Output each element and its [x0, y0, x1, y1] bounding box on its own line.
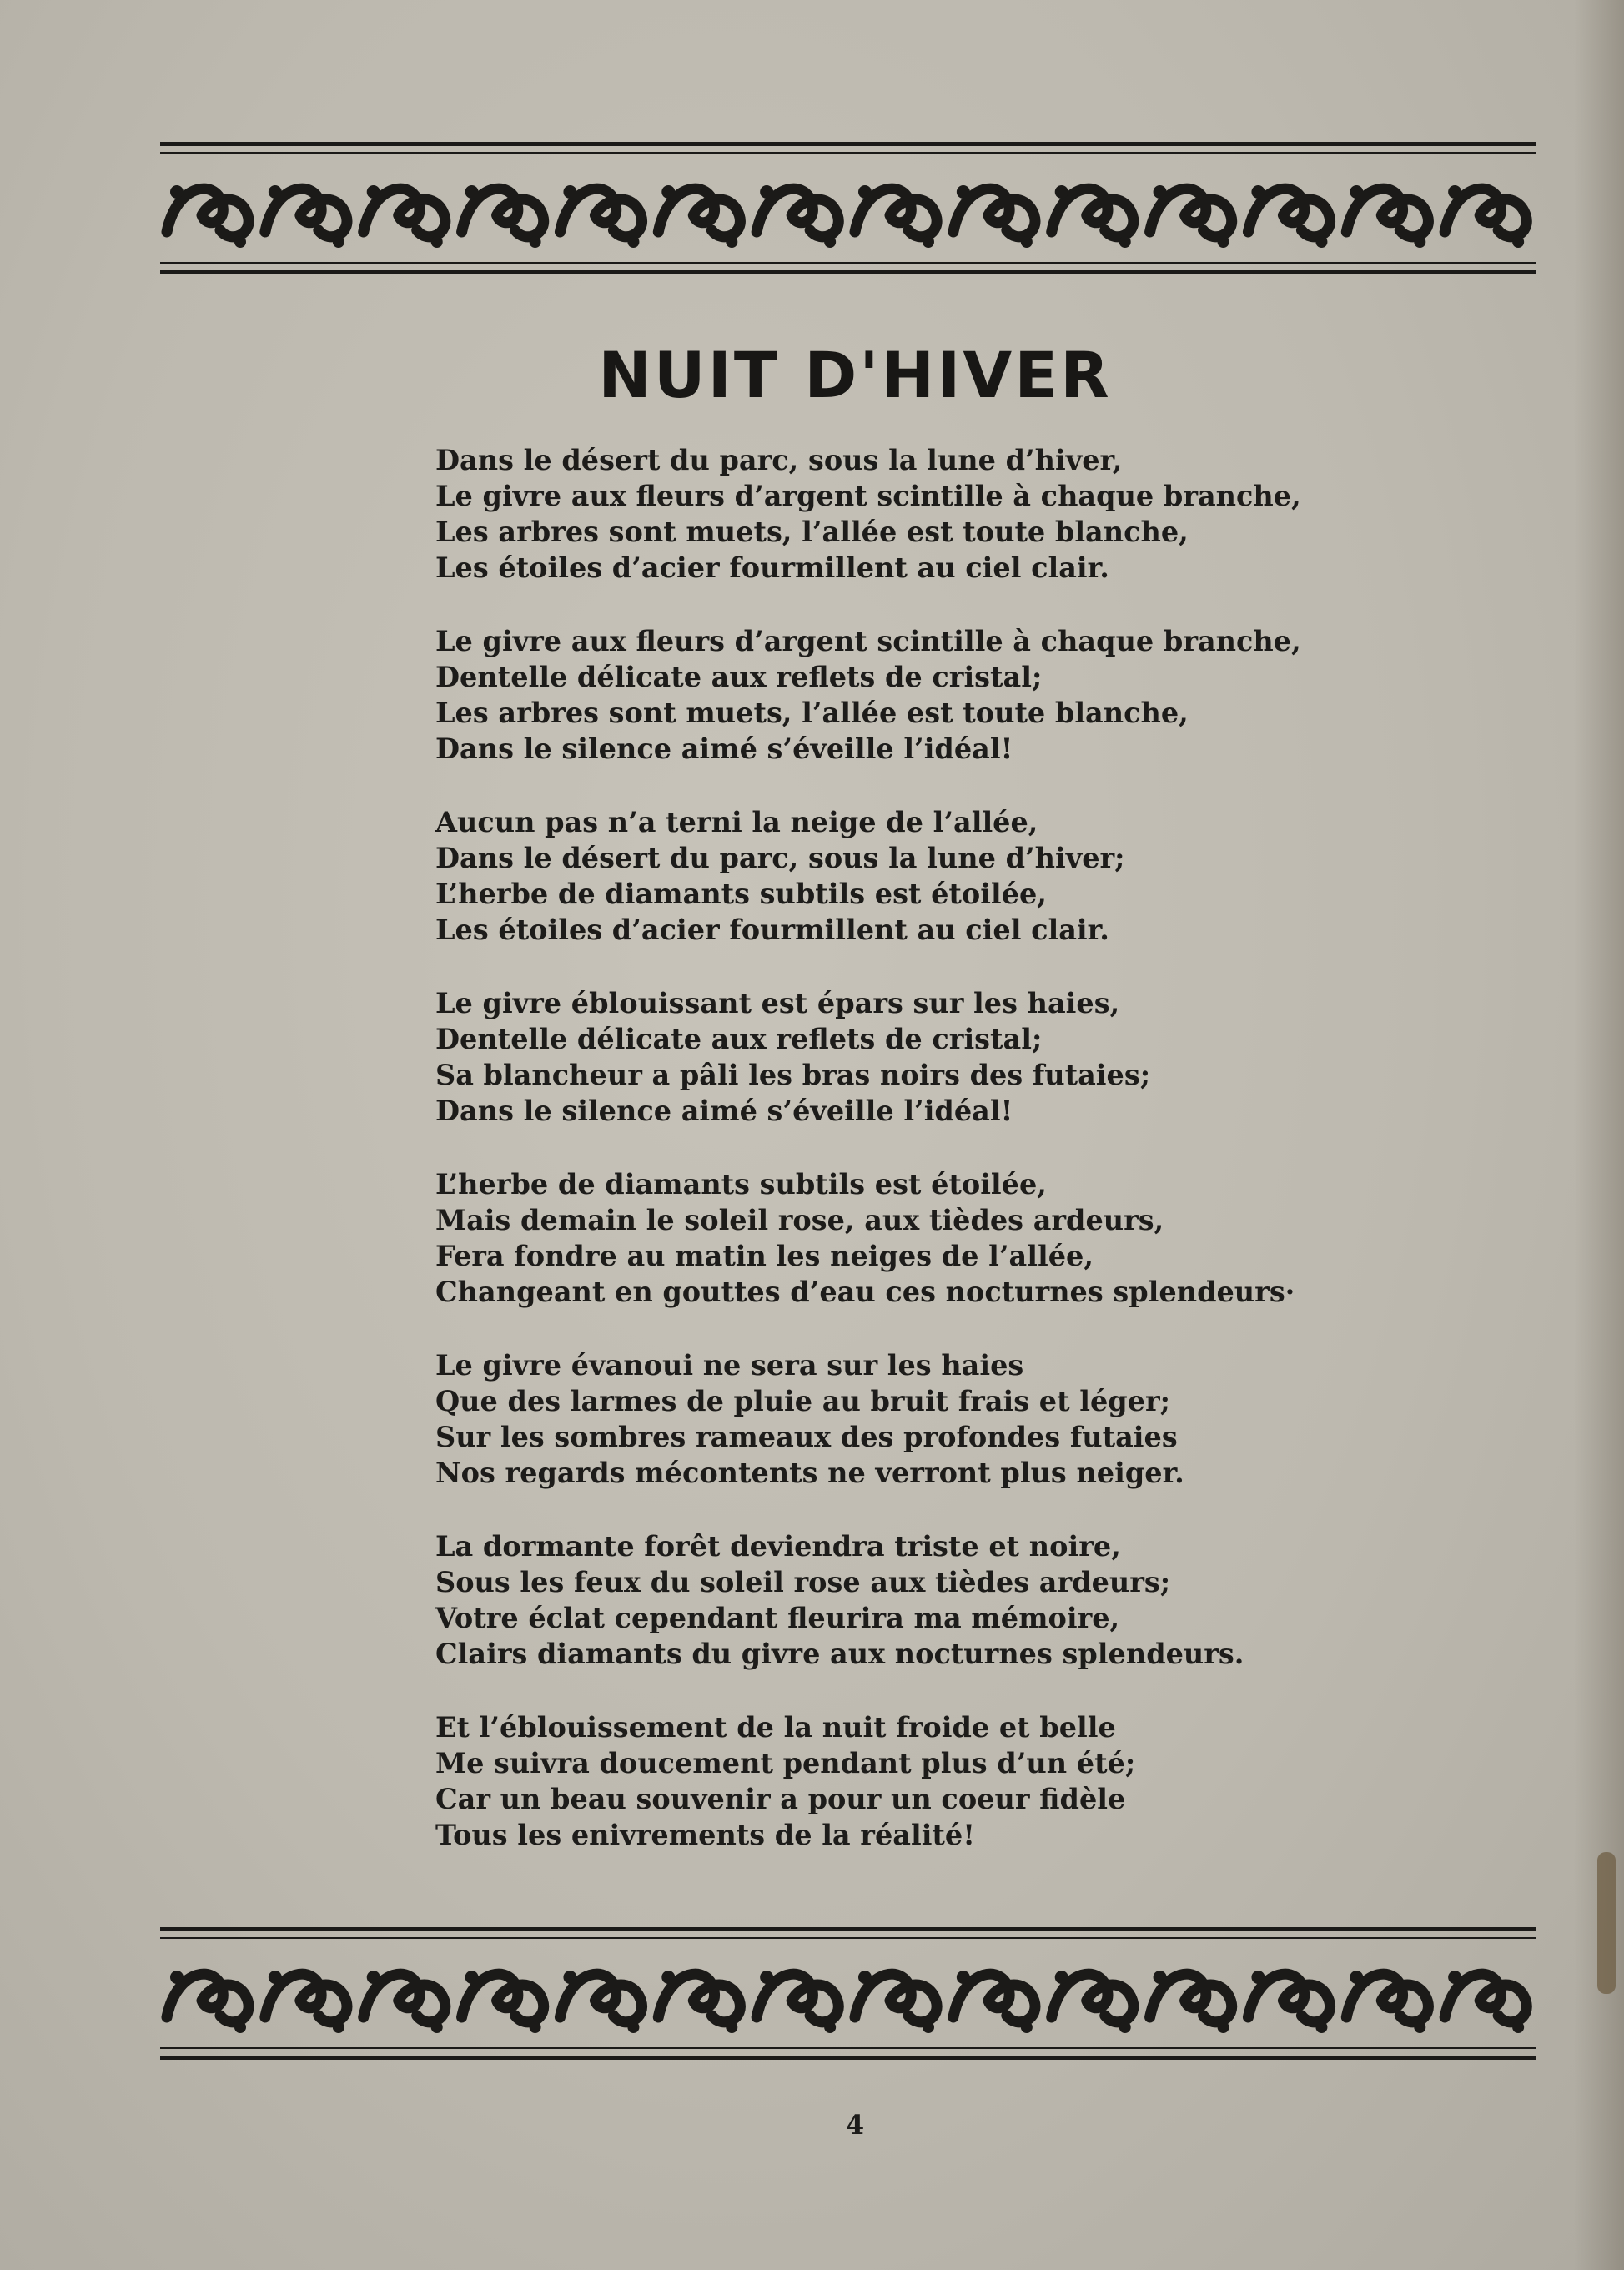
verse-line: Dentelle délicate aux reflets de cristal;: [435, 661, 1043, 693]
verse-line: Car un beau souvenir a pour un coeur fidèle: [435, 1783, 1126, 1815]
stanza-5: [435, 1166, 1436, 1310]
verse-line: Me suivra doucement pendant plus d’un été;: [435, 1747, 1136, 1779]
scroll-ornament-icon: [953, 1971, 1035, 2033]
scroll-ornament-icon: [1248, 1971, 1330, 2033]
verse-line: Sur les sombres rameaux des profondes futaies: [435, 1421, 1178, 1453]
stanza-8: [435, 1709, 1436, 1853]
scroll-ornament-icon: [1346, 1971, 1428, 2033]
verse-line: Le givre évanoui ne sera sur les haies: [435, 1349, 1024, 1382]
verse-line: Le givre aux fleurs d’argent scintille à chaque branche,: [435, 480, 1301, 512]
verse-line: Et l’éblouissement de la nuit froide et belle: [435, 1711, 1116, 1744]
verse-line: Les étoiles d’acier fourmillent au ciel clair.: [435, 551, 1109, 584]
verse-line: Sa blancheur a pâli les bras noirs des futaies;: [435, 1059, 1151, 1091]
bottom-ornamental-border: [160, 1925, 1536, 2076]
verse-line: Changeant en gouttes d’eau ces nocturnes splendeurs·: [435, 1276, 1295, 1308]
scroll-ornament-icon: [462, 1971, 544, 2033]
verse-line: Votre éclat cependant fleurira ma mémoire,: [435, 1602, 1120, 1634]
scroll-ornament-icon: [1248, 185, 1330, 248]
stanza-1: [435, 442, 1436, 586]
paper-stain: [1597, 1852, 1616, 1994]
verse-line: L’herbe de diamants subtils est étoilée,: [435, 1168, 1047, 1200]
scroll-ornament-icon: [560, 1971, 641, 2033]
verse-line: Aucun pas n’a terni la neige de l’allée,: [435, 806, 1038, 838]
verse-line: Dans le silence aimé s’éveille l’idéal!: [435, 732, 1013, 765]
scroll-ornament-icon: [560, 185, 641, 248]
stanza-3: [435, 804, 1436, 948]
verse-line: Dans le silence aimé s’éveille l’idéal!: [435, 1095, 1013, 1127]
scroll-ornament-icon: [855, 185, 937, 248]
verse-line: Les arbres sont muets, l’allée est toute blanche,: [435, 697, 1189, 729]
verse-line: Le givre éblouissant est épars sur les haies,: [435, 987, 1120, 1019]
scroll-ornament-icon: [757, 185, 838, 248]
verse-line: Le givre aux fleurs d’argent scintille à chaque branche,: [435, 625, 1301, 657]
scroll-ornament-icon: [1150, 1971, 1232, 2033]
scroll-ornament-icon: [658, 185, 740, 248]
verse-line: Nos regards mécontents ne verront plus neiger.: [435, 1457, 1184, 1489]
poem-body: [435, 442, 1436, 1890]
stanza-7: [435, 1528, 1436, 1672]
scroll-ornament-icon: [1052, 1971, 1134, 2033]
scroll-ornament-icon: [1445, 1971, 1526, 2033]
scroll-ornament-icon: [757, 1971, 838, 2033]
scroll-ornament-icon: [1052, 185, 1134, 248]
scroll-ornament-icon: [167, 1971, 249, 2033]
scroll-ornament-icon: [953, 185, 1035, 248]
page-number: 4: [845, 2109, 865, 2141]
verse-line: Mais demain le soleil rose, aux tièdes ardeurs,: [435, 1204, 1164, 1236]
scroll-ornament-icon: [855, 1971, 937, 2033]
top-ornamental-border: [160, 140, 1536, 290]
stanza-2: [435, 623, 1436, 767]
scroll-ornament-icon: [1150, 185, 1232, 248]
verse-line: Que des larmes de pluie au bruit frais et léger;: [435, 1385, 1171, 1417]
verse-line: Dans le désert du parc, sous la lune d’hiver,: [435, 444, 1123, 476]
scroll-ornament-icon: [462, 185, 544, 248]
scroll-ornament-icon: [364, 1971, 445, 2033]
scroll-ornament-icon: [658, 1971, 740, 2033]
verse-line: Les étoiles d’acier fourmillent au ciel clair.: [435, 914, 1109, 946]
verse-line: Les arbres sont muets, l’allée est toute blanche,: [435, 516, 1189, 548]
poem-title: NUIT D'HIVER: [598, 338, 1112, 412]
verse-line: Fera fondre au matin les neiges de l’allée,: [435, 1240, 1094, 1272]
scroll-ornament-icon: [167, 185, 249, 248]
verse-line: La dormante forêt deviendra triste et noire,: [435, 1530, 1121, 1563]
scroll-ornament-icon: [364, 185, 445, 248]
verse-line: Clairs diamants du givre aux nocturnes splendeurs.: [435, 1638, 1244, 1670]
scroll-ornament-icon: [1346, 185, 1428, 248]
verse-line: Sous les feux du soleil rose aux tièdes ardeurs;: [435, 1566, 1171, 1598]
scroll-ornament-icon: [265, 1971, 347, 2033]
stanza-4: [435, 985, 1436, 1129]
verse-line: Tous les enivrements de la réalité!: [435, 1819, 975, 1851]
scroll-ornament-icon: [1445, 185, 1526, 248]
verse-line: Dans le désert du parc, sous la lune d’hiver;: [435, 842, 1125, 874]
verse-line: L’herbe de diamants subtils est étoilée,: [435, 878, 1047, 910]
verse-line: Dentelle délicate aux reflets de cristal;: [435, 1023, 1043, 1055]
stanza-6: [435, 1347, 1436, 1491]
scroll-ornament-icon: [265, 185, 347, 248]
